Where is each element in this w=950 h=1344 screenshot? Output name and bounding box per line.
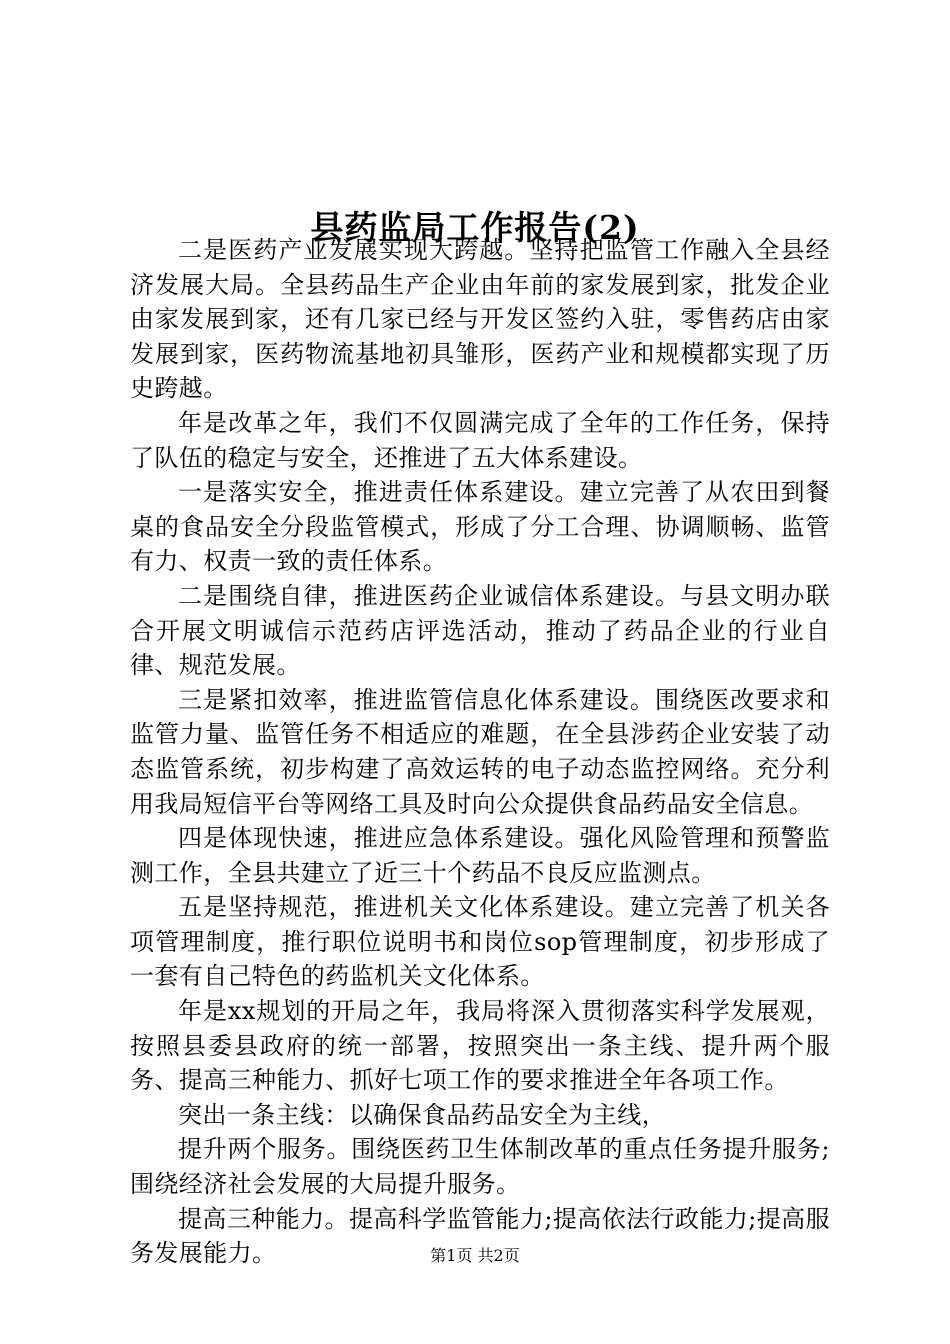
paragraph: 二是围绕自律，推进医药企业诚信体系建设。与县文明办联合开展文明诚信示范药店评选活动，推动了药品企业的行业自律、规范发展。 <box>130 581 830 680</box>
paragraph: 四是体现快速，推进应急体系建设。强化风险管理和预警监测工作，全县共建立了近三十个药品不良反应监测点。 <box>130 824 830 887</box>
paragraph: 一是落实安全，推进责任体系建设。建立完善了从农田到餐桌的食品安全分段监管模式，形成了分工合理、协调顺畅、监管有力、权责一致的责任体系。 <box>130 478 830 576</box>
document-body <box>130 233 830 1271</box>
page-number-footer: 第1页 共2页 <box>430 1246 520 1265</box>
paragraph: 提升两个服务。围绕医药卫生体制改革的重点任务提升服务;围绕经济社会发展的大局提升服务。 <box>130 1135 830 1199</box>
paragraph: 五是坚持规范，推进机关文化体系建设。建立完善了机关各项管理制度，推行职位说明书和岗位sop管理制度，初步形成了一套有自己特色的药监机关文化体系。 <box>130 893 830 991</box>
paragraph: 年是xx规划的开局之年，我局将深入贯彻落实科学发展观，按照县委县政府的统一部署，按照突出一条主线、提升两个服务、提高三种能力、抓好七项工作的要求推进全年各项工作。 <box>130 997 830 1095</box>
paragraph: 提高三种能力。提高科学监管能力;提高依法行政能力;提高服务发展能力。 <box>130 1204 830 1268</box>
paragraph: 二是医药产业发展实现大跨越。坚持把监管工作融入全县经济发展大局。全县药品生产企业由年前的家发展到家，批发企业由家发展到家，还有几家已经与开发区签约入驻，零售药店由家发展到家，医药物流基地初具雏形，医药产业和规模都实现了历史跨越。 <box>130 236 830 403</box>
paragraph: 突出一条主线：以确保食品药品安全为主线， <box>178 1100 666 1129</box>
paragraph: 三是紧扣效率，推进监管信息化体系建设。围绕医改要求和监管力量、监管任务不相适应的难题，在全县涉药企业安装了动态监管系统，初步构建了高效运转的电子动态监控网络。充分利用我局短信平台等网络工具及时向公众提供食品药品安全信息。 <box>130 685 830 818</box>
document-title: 县药监局工作报告(2) <box>310 208 640 248</box>
paragraph: 年是改革之年，我们不仅圆满完成了全年的工作任务，保持了队伍的稳定与安全，还推进了五大体系建设。 <box>130 408 830 472</box>
